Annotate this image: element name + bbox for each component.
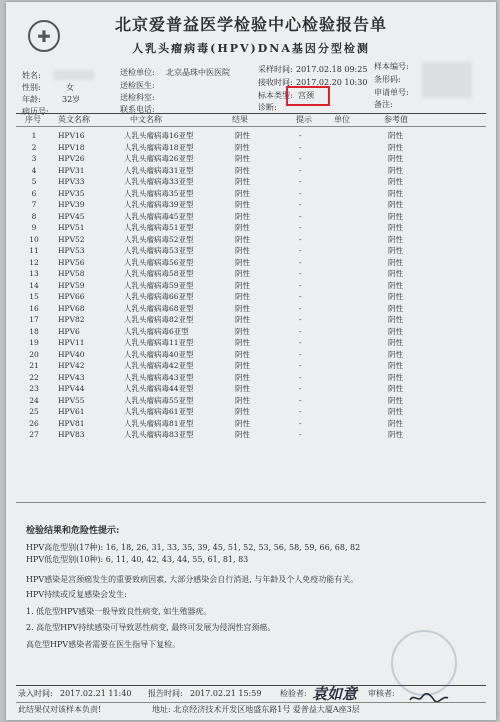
row-result: 阴性 xyxy=(235,211,250,221)
row-reference: 阴性 xyxy=(388,395,403,405)
lab-logo-icon: ✚ xyxy=(28,20,60,52)
row-english-name: HPV31 xyxy=(58,165,85,175)
row-tip: - xyxy=(299,142,302,152)
row-reference: 阴性 xyxy=(388,246,403,255)
row-no: 12 xyxy=(29,257,39,267)
row-english-name: HPV82 xyxy=(58,315,85,324)
row-reference: 阴性 xyxy=(388,303,403,313)
row-no: 27 xyxy=(29,430,39,439)
row-tip: - xyxy=(299,188,302,198)
table-bottom-rule xyxy=(16,502,486,503)
table-row xyxy=(16,142,486,154)
row-reference: 阴性 xyxy=(388,131,403,140)
row-result: 阴性 xyxy=(235,154,250,163)
row-result: 阴性 xyxy=(235,418,250,428)
row-no: 11 xyxy=(29,246,39,255)
row-no: 2 xyxy=(31,142,37,152)
row-result: 阴性 xyxy=(235,384,250,393)
redacted-ids xyxy=(422,62,472,98)
specimen-label: 标本类型: xyxy=(258,91,293,100)
row-chinese-name: 人乳头瘤病毒26亚型 xyxy=(124,154,194,163)
row-tip: - xyxy=(299,223,302,232)
row-chinese-name: 人乳头瘤病毒44亚型 xyxy=(124,384,194,393)
barcode-label: 条形码: xyxy=(374,75,401,84)
report-sheet xyxy=(6,2,496,720)
row-chinese-name: 人乳头瘤病毒81亚型 xyxy=(124,418,194,428)
row-reference: 阴性 xyxy=(388,257,403,267)
row-result: 阴性 xyxy=(235,234,250,244)
row-no: 7 xyxy=(31,200,37,209)
table-row xyxy=(16,176,486,188)
table-row xyxy=(16,268,486,280)
table-row xyxy=(16,280,486,292)
row-tip: - xyxy=(299,338,302,347)
row-reference: 阴性 xyxy=(388,154,403,163)
row-result: 阴性 xyxy=(235,280,250,290)
row-english-name: HPV68 xyxy=(58,303,85,313)
row-chinese-name: 人乳头瘤病毒6亚型 xyxy=(124,326,189,336)
tester-signature: 袁如意 xyxy=(312,685,358,703)
tester-label: 检验者: xyxy=(280,689,307,698)
row-english-name: HPV35 xyxy=(58,188,85,198)
table-row xyxy=(16,395,486,407)
row-chinese-name: 人乳头瘤病毒66亚型 xyxy=(124,292,194,301)
table-top-rule xyxy=(16,113,486,114)
row-english-name: HPV81 xyxy=(58,418,85,428)
row-english-name: HPV61 xyxy=(58,407,85,416)
table-row xyxy=(16,234,486,246)
row-tip: - xyxy=(299,165,302,175)
phone-label: 联系电话: xyxy=(120,105,155,114)
report-time-label: 报告时间: xyxy=(148,689,183,698)
row-no: 25 xyxy=(29,407,39,416)
row-reference: 阴性 xyxy=(388,349,403,359)
row-no: 26 xyxy=(29,418,39,428)
row-no: 18 xyxy=(29,326,39,336)
row-no: 24 xyxy=(29,395,39,405)
row-tip: - xyxy=(299,234,302,244)
row-chinese-name: 人乳头瘤病毒43亚型 xyxy=(124,372,194,382)
row-no: 8 xyxy=(31,211,37,221)
row-english-name: HPV16 xyxy=(58,131,85,140)
collect-label: 采样时间: xyxy=(258,65,293,74)
row-no: 22 xyxy=(29,372,39,382)
entry-time-value: 2017.02.21 11:40 xyxy=(60,689,132,698)
specimen-value: 宫颈 xyxy=(298,91,314,100)
row-english-name: HPV44 xyxy=(58,384,85,393)
row-reference: 阴性 xyxy=(388,315,403,324)
row-tip: - xyxy=(299,384,302,393)
row-no: 10 xyxy=(29,234,39,244)
row-result: 阴性 xyxy=(235,395,250,405)
row-reference: 阴性 xyxy=(388,338,403,347)
lab-address: 地址: 北京经济技术开发区地盛东路1号 爱普益大厦A座3层 xyxy=(152,705,360,714)
row-reference: 阴性 xyxy=(388,188,403,198)
row-result: 阴性 xyxy=(235,188,250,198)
row-result: 阴性 xyxy=(235,338,250,347)
row-result: 阴性 xyxy=(235,430,250,439)
table-row xyxy=(16,418,486,430)
name-label: 姓名: xyxy=(22,71,41,80)
row-tip: - xyxy=(299,211,302,221)
row-result: 阴性 xyxy=(235,303,250,313)
row-chinese-name: 人乳头瘤病毒56亚型 xyxy=(124,257,194,267)
row-reference: 阴性 xyxy=(388,407,403,416)
row-chinese-name: 人乳头瘤病毒58亚型 xyxy=(124,269,194,278)
row-result: 阴性 xyxy=(235,349,250,359)
row-chinese-name: 人乳头瘤病毒52亚型 xyxy=(124,234,194,244)
row-no: 4 xyxy=(31,165,37,175)
table-row xyxy=(16,245,486,257)
row-english-name: HPV51 xyxy=(58,223,85,232)
remark-label: 备注: xyxy=(374,100,393,109)
row-result: 阴性 xyxy=(235,315,250,324)
row-chinese-name: 人乳头瘤病毒59亚型 xyxy=(124,280,194,290)
row-english-name: HPV39 xyxy=(58,200,85,209)
table-row xyxy=(16,314,486,326)
row-no: 14 xyxy=(29,280,39,290)
table-row xyxy=(16,383,486,395)
note-line-1: HPV感染是宫颈癌发生的重要致病因素, 大部分感染会自行消退, 与年龄及个人免疫功能有关。 xyxy=(26,575,359,584)
col-header-result: 结果 xyxy=(232,115,248,124)
sample-no-label: 样本编号: xyxy=(374,62,409,71)
row-result: 阴性 xyxy=(235,131,250,140)
table-row xyxy=(16,406,486,418)
row-tip: - xyxy=(299,269,302,278)
row-no: 6 xyxy=(31,188,37,198)
row-english-name: HPV83 xyxy=(58,430,85,439)
row-result: 阴性 xyxy=(235,142,250,152)
gender-label: 性别: xyxy=(22,83,41,92)
row-tip: - xyxy=(299,315,302,324)
row-reference: 阴性 xyxy=(388,430,403,439)
row-no: 16 xyxy=(29,303,39,313)
row-chinese-name: 人乳头瘤病毒33亚型 xyxy=(124,177,194,186)
row-english-name: HPV52 xyxy=(58,234,85,244)
lab-seal-stamp xyxy=(391,630,457,696)
row-chinese-name: 人乳头瘤病毒35亚型 xyxy=(124,188,194,198)
row-chinese-name: 人乳头瘤病毒40亚型 xyxy=(124,349,194,359)
row-english-name: HPV56 xyxy=(58,257,85,267)
row-tip: - xyxy=(299,200,302,209)
row-tip: - xyxy=(299,372,302,382)
row-chinese-name: 人乳头瘤病毒18亚型 xyxy=(124,142,194,152)
row-english-name: HPV66 xyxy=(58,292,85,301)
row-reference: 阴性 xyxy=(388,326,403,336)
row-tip: - xyxy=(299,349,302,359)
row-english-name: HPV43 xyxy=(58,372,85,382)
row-tip: - xyxy=(299,418,302,428)
row-no: 9 xyxy=(31,223,37,232)
col-header-unit: 单位 xyxy=(334,115,350,124)
apply-no-label: 申请单号: xyxy=(374,88,409,97)
table-row xyxy=(16,211,486,223)
col-header-ref: 参考值 xyxy=(384,115,408,124)
row-result: 阴性 xyxy=(235,257,250,267)
row-english-name: HPV42 xyxy=(58,361,85,370)
row-english-name: HPV40 xyxy=(58,349,85,359)
row-reference: 阴性 xyxy=(388,234,403,244)
table-row xyxy=(16,199,486,211)
row-no: 23 xyxy=(29,384,39,393)
row-chinese-name: 人乳头瘤病毒53亚型 xyxy=(124,246,194,255)
table-row xyxy=(16,337,486,349)
row-english-name: HPV58 xyxy=(58,269,85,278)
reviewer-label: 审核者: xyxy=(368,689,395,698)
row-result: 阴性 xyxy=(235,361,250,370)
table-header-rule xyxy=(16,126,486,127)
row-result: 阴性 xyxy=(235,292,250,301)
row-result: 阴性 xyxy=(235,269,250,278)
record-label: 病历号: xyxy=(22,107,49,116)
row-reference: 阴性 xyxy=(388,165,403,175)
row-no: 13 xyxy=(29,269,39,278)
row-reference: 阴性 xyxy=(388,142,403,152)
row-chinese-name: 人乳头瘤病毒82亚型 xyxy=(124,315,194,324)
row-reference: 阴性 xyxy=(388,361,403,370)
row-chinese-name: 人乳头瘤病毒11亚型 xyxy=(124,338,194,347)
row-tip: - xyxy=(299,131,302,140)
row-tip: - xyxy=(299,257,302,267)
collect-value: 2017.02.18 09:25 xyxy=(296,65,368,74)
row-tip: - xyxy=(299,292,302,301)
col-header-en: 英文名称 xyxy=(58,115,90,124)
row-result: 阴性 xyxy=(235,246,250,255)
table-row xyxy=(16,372,486,384)
doctor-label: 送检医生: xyxy=(120,81,155,90)
row-no: 1 xyxy=(31,131,37,140)
row-chinese-name: 人乳头瘤病毒42亚型 xyxy=(124,361,194,370)
row-tip: - xyxy=(299,326,302,336)
row-tip: - xyxy=(299,246,302,255)
row-no: 3 xyxy=(31,154,37,163)
row-tip: - xyxy=(299,280,302,290)
receive-value: 2017.02.20 10:30 xyxy=(296,78,368,87)
row-no: 17 xyxy=(29,315,39,324)
row-reference: 阴性 xyxy=(388,269,403,278)
gender-value: 女 xyxy=(66,83,74,92)
age-label: 年龄: xyxy=(22,95,41,104)
row-tip: - xyxy=(299,303,302,313)
table-row xyxy=(16,326,486,338)
row-tip: - xyxy=(299,154,302,163)
row-chinese-name: 人乳头瘤病毒16亚型 xyxy=(124,131,194,140)
row-english-name: HPV45 xyxy=(58,211,85,221)
table-row xyxy=(16,257,486,269)
row-reference: 阴性 xyxy=(388,177,403,186)
age-value: 32岁 xyxy=(62,95,81,104)
diagnosis-label: 诊断: xyxy=(258,103,277,112)
col-header-tip: 提示 xyxy=(296,115,312,124)
row-english-name: HPV53 xyxy=(58,246,85,255)
row-chinese-name: 人乳头瘤病毒45亚型 xyxy=(124,211,194,221)
row-english-name: HPV6 xyxy=(58,326,80,336)
col-header-cn: 中文名称 xyxy=(130,115,162,124)
row-result: 阴性 xyxy=(235,223,250,232)
row-chinese-name: 人乳头瘤病毒51亚型 xyxy=(124,223,194,232)
table-row xyxy=(16,188,486,200)
row-english-name: HPV55 xyxy=(58,395,85,405)
row-reference: 阴性 xyxy=(388,418,403,428)
row-reference: 阴性 xyxy=(388,372,403,382)
row-tip: - xyxy=(299,177,302,186)
row-chinese-name: 人乳头瘤病毒68亚型 xyxy=(124,303,194,313)
disclaimer-text: 此结果仅对该样本负责! xyxy=(18,705,102,714)
row-tip: - xyxy=(299,430,302,439)
receive-label: 接收时间: xyxy=(258,78,293,87)
row-no: 19 xyxy=(29,338,39,347)
row-chinese-name: 人乳头瘤病毒61亚型 xyxy=(124,407,194,416)
row-chinese-name: 人乳头瘤病毒83亚型 xyxy=(124,430,194,439)
table-row xyxy=(16,349,486,361)
row-no: 15 xyxy=(29,292,39,301)
high-risk-types: HPV高危型别(17种): 16, 18, 26, 31, 33, 35, 39, 45, 51, 52, 53, 56, 58, 59, 66, 68, 82 xyxy=(26,543,361,552)
row-no: 21 xyxy=(29,361,39,370)
table-row xyxy=(16,130,486,142)
row-tip: - xyxy=(299,407,302,416)
row-reference: 阴性 xyxy=(388,223,403,232)
row-english-name: HPV26 xyxy=(58,154,85,163)
col-header-no: 序号 xyxy=(25,115,41,124)
footer-bottom-rule xyxy=(16,702,486,703)
row-reference: 阴性 xyxy=(388,200,403,209)
note-line-4: 2. 高危型HPV持续感染可导致恶性病变, 最终可发展为侵润性宫颈癌。 xyxy=(26,623,276,632)
table-row xyxy=(16,360,486,372)
row-reference: 阴性 xyxy=(388,384,403,393)
row-no: 20 xyxy=(29,349,39,359)
unit-value: 北京晶珠中医医院 xyxy=(166,68,230,77)
note-line-3: 1. 低危型HPV感染一般导致良性病变, 如生殖器疣。 xyxy=(26,607,212,616)
row-english-name: HPV59 xyxy=(58,280,85,290)
row-reference: 阴性 xyxy=(388,292,403,301)
specimen-highlight-box xyxy=(286,86,330,106)
table-row xyxy=(16,429,486,441)
unit-label: 送检单位: xyxy=(120,68,155,77)
row-english-name: HPV18 xyxy=(58,142,85,152)
table-row xyxy=(16,303,486,315)
row-result: 阴性 xyxy=(235,177,250,186)
report-title: 北京爱普益医学检验中心检验报告单 xyxy=(114,15,387,34)
result-table xyxy=(16,130,486,441)
footer-top-rule xyxy=(16,685,486,686)
note-line-2: HPV持续或反复感染会发生: xyxy=(26,590,127,599)
row-english-name: HPV11 xyxy=(58,338,85,347)
row-result: 阴性 xyxy=(235,372,250,382)
table-row xyxy=(16,222,486,234)
row-english-name: HPV33 xyxy=(58,177,85,186)
notes-title: 检验结果和危险性提示: xyxy=(26,526,120,536)
row-tip: - xyxy=(299,395,302,405)
row-result: 阴性 xyxy=(235,326,250,336)
note-line-5: 高危型HPV感染者需要在医生指导下复检。 xyxy=(26,640,181,649)
entry-time-label: 录入时间: xyxy=(18,689,53,698)
table-row xyxy=(16,153,486,165)
row-no: 5 xyxy=(31,177,37,186)
row-tip: - xyxy=(299,361,302,370)
low-risk-types: HPV低危型别(10种): 6, 11, 40, 42, 43, 44, 55, 61, 81, 83 xyxy=(26,555,249,564)
table-row xyxy=(16,165,486,177)
report-subtitle: 人乳头瘤病毒(HPV)DNA基因分型检测 xyxy=(132,42,370,55)
row-result: 阴性 xyxy=(235,165,250,175)
row-chinese-name: 人乳头瘤病毒31亚型 xyxy=(124,165,194,175)
row-chinese-name: 人乳头瘤病毒55亚型 xyxy=(124,395,194,405)
row-reference: 阴性 xyxy=(388,211,403,221)
table-row xyxy=(16,291,486,303)
row-result: 阴性 xyxy=(235,407,250,416)
row-chinese-name: 人乳头瘤病毒39亚型 xyxy=(124,200,194,209)
dept-label: 送检科室: xyxy=(120,93,155,102)
report-time-value: 2017.02.21 15:59 xyxy=(190,689,262,698)
row-reference: 阴性 xyxy=(388,280,403,290)
row-result: 阴性 xyxy=(235,200,250,209)
redacted-name xyxy=(54,70,94,80)
